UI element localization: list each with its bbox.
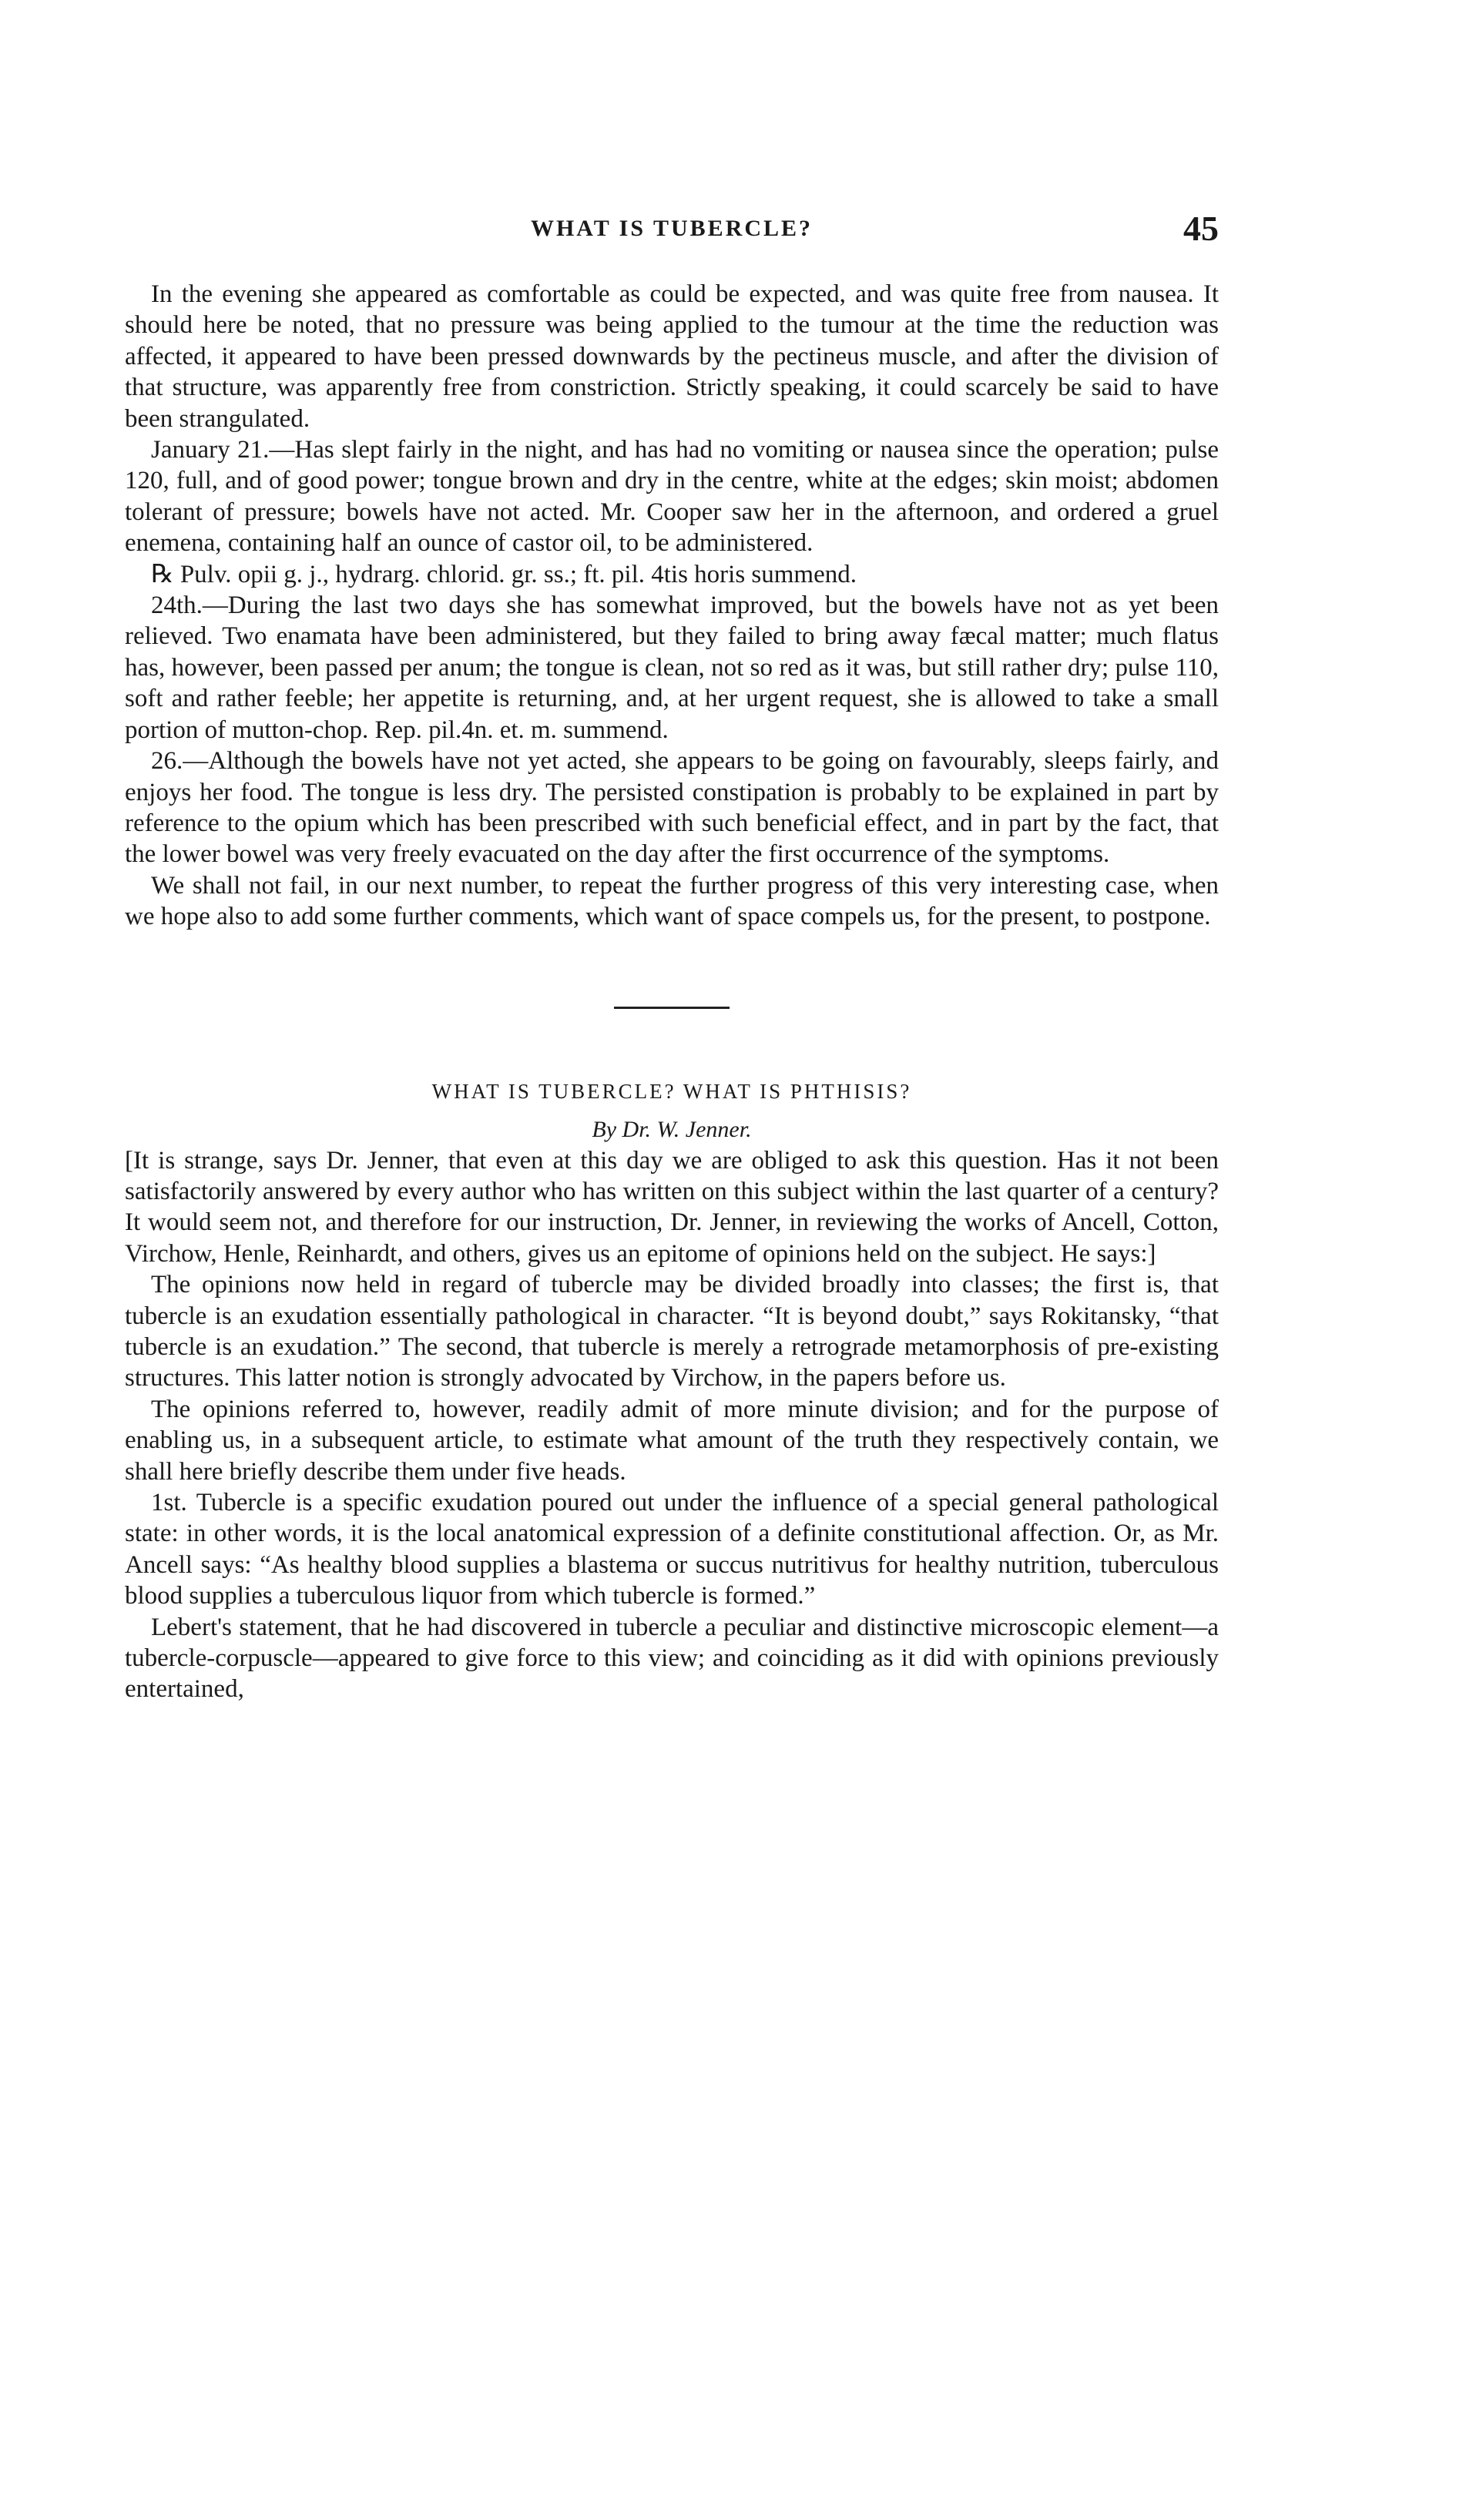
paragraph: The opinions now held in regard of tubercle may be divided broadly into classes; the first is, that tubercle is an exudation essentially pathological in character. “It is beyond doubt,” says Rokitansky, “that tubercle is an exudation.” The second, that tubercle is merely a retrograde metamorphosis of pre-existing structures. This latter notion is strongly advocated by Virchow, in the papers before us. <box>125 1271 1219 1392</box>
paragraph: The opinions referred to, however, readily admit of more minute division; and for the purpose of enabling us, in a subsequent article, to estimate what amount of the truth they respectively contain, we shall here briefly describe them under five heads. <box>125 1395 1219 1486</box>
article <box>125 1080 1219 1705</box>
paragraph: January 21.—Has slept fairly in the night, and has had no vomiting or nausea since the operation; pulse 120, full, and of good power; tongue brown and dry in the centre, white at the edges; skin moist; abdomen tolerant of pressure; bowels have not acted. Mr. Cooper saw her in the afternoon, and ordered a gruel enemena, containing half an ounce of castor oil, to be administered. <box>125 436 1219 558</box>
paragraph: 1st. Tubercle is a specific exudation poured out under the influence of a special general pathological state: in other words, it is the local anatomical expression of a definite constitutional affection. Or, as Mr. Ancell says: “As healthy blood supplies a blastema or succus nutritivus for healthy nutrition, tuberculous blood supplies a tuberculous liquor from which tubercle is formed.” <box>125 1489 1219 1610</box>
editor-note: [It is strange, says Dr. Jenner, that even at this day we are obliged to ask this question. Has it not been satisfactorily answered by every author who has written on this subject within the last quarter of a century? It would seem not, and therefore for our instruction, Dr. Jenner, in reviewing the works of Ancell, Cotton, Virchow, Henle, Reinhardt, and others, gives us an epitome of opinions held on the subject. He says:] <box>125 1146 1219 1268</box>
paragraph: We shall not fail, in our next number, to repeat the further progress of this very interesting case, when we hope also to add some further comments, which want of space compels us, for the present, to postpone. <box>125 871 1219 931</box>
running-title: WHAT IS TUBERCLE? <box>530 216 814 241</box>
paragraph: Lebert's statement, that he had discovered in tubercle a peculiar and distinctive microscopic element—a tubercle-corpuscle—appeared to give force to this view; and coinciding as it did with opinions previously entertained, <box>125 1613 1219 1704</box>
running-head <box>125 208 1219 262</box>
page-number: 45 <box>1183 209 1219 248</box>
article-title: WHAT IS TUBERCLE? WHAT IS PHTHISIS? <box>431 1079 912 1103</box>
paragraph: In the evening she appeared as comfortable as could be expected, and was quite free from nausea. It should here be noted, that no pressure was being applied to the tumour at the time the reduction was affected, it appeared to have been pressed downwards by the pectineus muscle, and after the division of that structure, was apparently free from constriction. Strictly speaking, it could scarcely be said to have been strangulated. <box>125 280 1219 433</box>
case-report <box>125 279 1219 933</box>
paragraph: 24th.—During the last two days she has somewhat improved, but the bowels have not as yet been relieved. Two enamata have been administered, but they failed to bring away fæcal matter; much flatus has, however, been passed per anum; the tongue is clean, not so red as it was, but still rather dry; pulse 110, soft and rather feeble; her appetite is returning, and, at her urgent request, she is allowed to take a small portion of mutton-chop. Rep. pil.4n. et. m. summend. <box>125 591 1219 744</box>
prescription: ℞ Pulv. opii g. j., hydrarg. chlorid. gr. ss.; ft. pil. 4tis horis summend. <box>151 560 857 588</box>
article-byline: By Dr. W. Jenner. <box>592 1116 752 1142</box>
paragraph: 26.—Although the bowels have not yet acted, she appears to be going on favourably, sleeps fairly, and enjoys her food. The tongue is less dry. The persisted constipation is probably to be explained in part by reference to the opium which has been prescribed with such beneficial effect, and in part by the fact, that the lower bowel was very freely evacuated on the day after the first occurrence of the symptoms. <box>125 747 1219 869</box>
page <box>125 208 1219 1705</box>
section-divider <box>614 1007 730 1009</box>
